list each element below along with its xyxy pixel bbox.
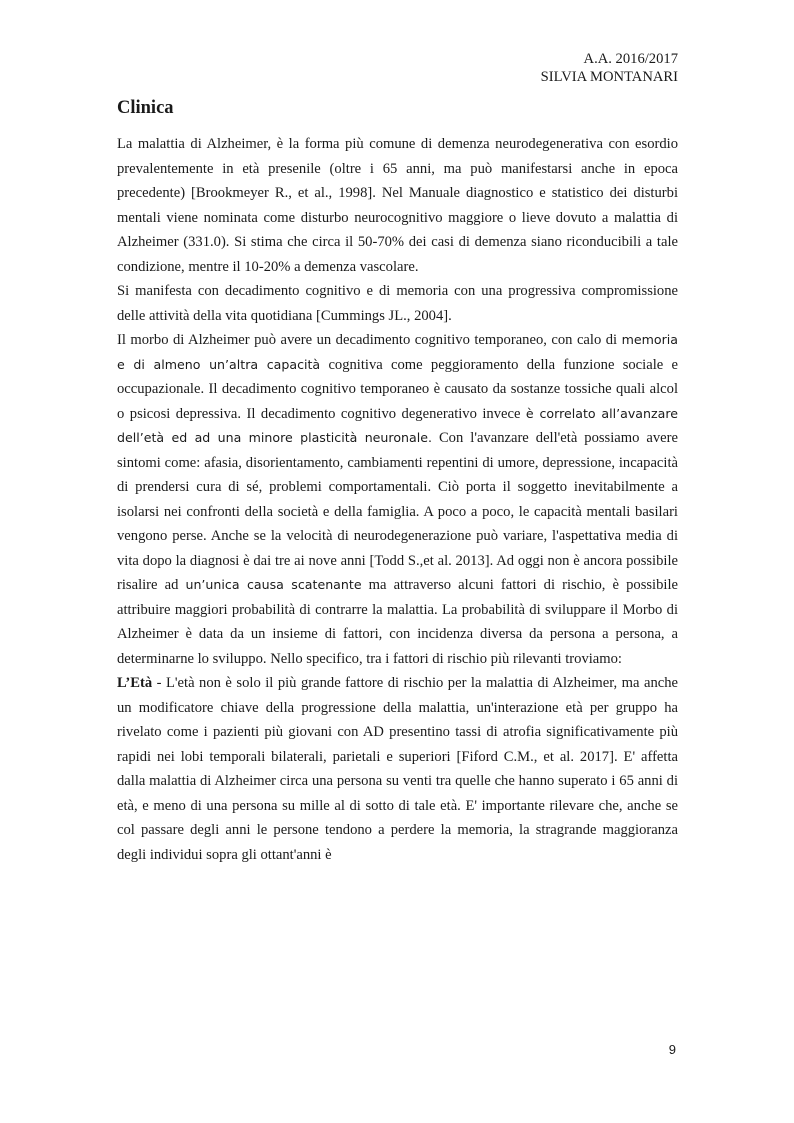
header-academic-year: A.A. 2016/2017 [583, 51, 678, 67]
paragraph-3-part-b: memoria e di almeno un’altra capacità [117, 332, 678, 372]
paragraph-3-part-c: cognitiva come peggioramento della funzione sociale e occupazionale. Il decadimento cognitivo temporaneo è causato da sostanze tossiche quali alcol o psicosi depressiva. Il decadimento cognitivo degenerativo invece [117, 356, 678, 422]
paragraph-3-part-d: è correlato all’avanzare dell’età ed ad una minore plasticità neuronale. [117, 405, 678, 445]
page-header [541, 50, 678, 86]
paragraph-3-part-e: Con l'avanzare dell'età possiamo avere sintomi come: afasia, disorientamento, cambiamenti repentini di umore, depressione, incapacità di prendersi cura di sé, problemi comportamentali. Ciò porta il soggetto inevitabilmente a isolarsi nei confronti della società e della famiglia. A poco a poco, le capacità mentali basilari vengono perse. Anche se la velocità di neurodegenerazione può variare, l'aspettativa media di vita dopo la diagnosi è dai tre ai nove anni [Todd S.,et al. 2013]. Ad oggi non è ancora possibile risalire ad [117, 430, 678, 593]
paragraph-4-text: - L'età non è solo il più grande fattore di rischio per la malattia di Alzheimer, ma anche un modificatore chiave della progressione della malattia, un'interazione età per gruppo ha rivelato come i pazienti più giovani con AD presentino tassi di atrofia significativamente più rapidi nei lobi temporali bilaterali, parietali e superiori [Fiford C.M., et al. 2017]. E' affetta dalla malattia di Alzheimer circa una persona su venti tra quelle che hanno superato i 65 anni di età, e meno di una persona su mille al di sotto di tale età. E' importante rilevare che, anche se col passare degli anni le persone tendono a perdere la memoria, la stragrande maggioranza degli individui sopra gli ottant'anni è [117, 675, 678, 863]
body-text [117, 132, 678, 867]
paragraph-3-part-a: Il morbo di Alzheimer può avere un decadimento cognitivo temporaneo, con calo di [117, 332, 622, 348]
paragraph-3-part-f: un’unica causa scatenante [185, 577, 362, 592]
paragraph-3-part-g: ma attraverso alcuni fattori di rischio, è possibile attribuire maggiori probabilità di contrarre la malattia. La probabilità di sviluppare il Morbo di Alzheimer è data da un insieme di fattori, con incidenza diversa da persona a persona, a determinarne lo sviluppo. Nello specifico, tra i fattori di rischio più rilevanti troviamo: [117, 577, 678, 667]
page-number: 9 [668, 1042, 676, 1057]
paragraph-1: La malattia di Alzheimer, è la forma più comune di demenza neurodegenerativa con esordio prevalentemente in età presenile (oltre i 65 anni, ma può manifestarsi anche in epoca precedente) [Brookmeyer R., et al., 1998]. Nel Manuale diagnostico e statistico dei disturbi mentali viene nominata come disturbo neurocognitivo maggiore o lieve dovuto a malattia di Alzheimer (331.0). Si stima che circa il 50-70% dei casi di demenza siano riconducibili a tale condizione, mentre il 10-20% a demenza vascolare. [117, 136, 678, 275]
section-title: Clinica [117, 98, 174, 118]
header-author: SILVIA MONTANARI [540, 69, 678, 85]
paragraph-2: Si manifesta con decadimento cognitivo e di memoria con una progressiva compromissione delle attività della vita quotidiana [Cummings JL., 2004]. [117, 283, 678, 324]
paragraph-3 [117, 328, 678, 671]
paragraph-4-heading: L’Età [117, 675, 153, 691]
paragraph-4 [117, 671, 678, 867]
